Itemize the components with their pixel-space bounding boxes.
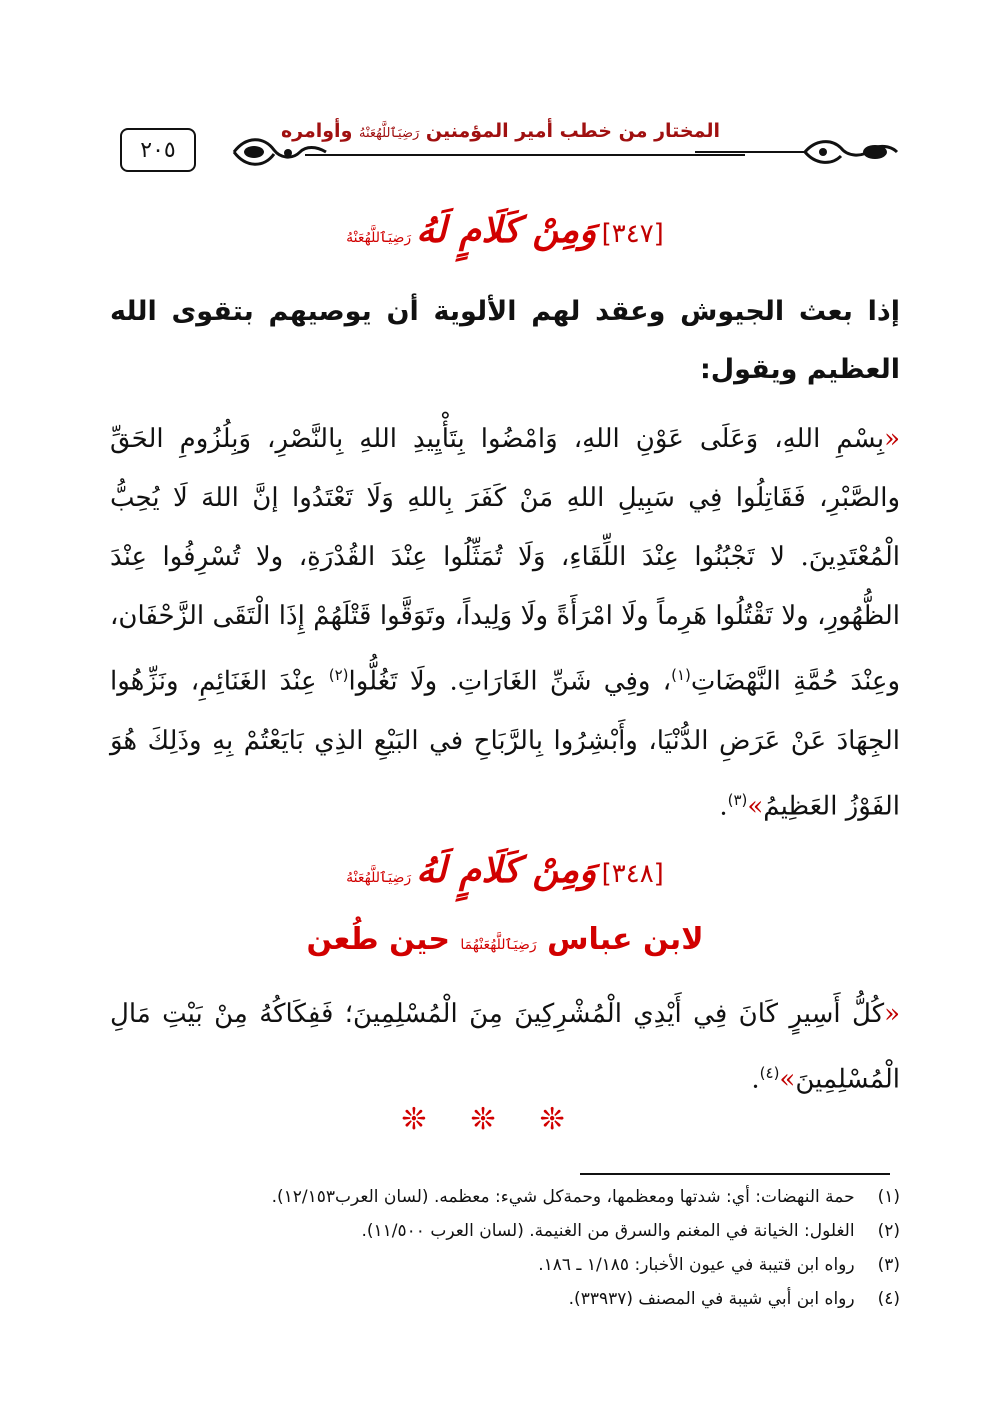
footnotes-list (110, 1180, 900, 1316)
footnote-mark: (٤) (877, 1289, 900, 1309)
subtitle-honorific: رَضِيَٱللَّهُعَنْهُمَا (460, 937, 537, 953)
footnote-mark: (٢) (877, 1221, 900, 1241)
running-title-honorific: رَضِيَٱللَّهُعَنْهُ (359, 126, 420, 141)
section-347-quote (110, 410, 900, 836)
footnote-ref-4[interactable]: (٤) (759, 1064, 780, 1082)
page-header (110, 118, 900, 188)
page-number: ٢٠٥ (140, 137, 176, 163)
section-348-subtitle (110, 922, 900, 957)
footnote-rule (580, 1173, 890, 1175)
quote-text-part-2: ، وفِي شَنِّ الغَارَاتِ. ولَا تَغُلُّوا (348, 666, 672, 697)
quote-close-mark: » (747, 791, 764, 822)
section-347-title: وَمِنْ كَلَامٍ لَهُ (416, 210, 597, 251)
quote-text: كُلُّ أَسِيرٍ كَانَ فِي أَيْدِي الْمُشْرِكِينَ مِنَ الْمُسْلِمِينَ؛ فَفِكَاكُهُ مِنْ بَيْتِ مَالِ الْمُسْلِمِينَ (110, 999, 900, 1095)
footnote-item (110, 1248, 900, 1282)
section-348-number: [٣٤٨] (601, 859, 664, 889)
quote-text-part-3: عِنْدَ الغَنَائِمِ، ونَزِّهُوا الجِهَادَ عَنْ عَرَضِ الدُّنْيَا، وأَبْشِرُوا بِالرَّبَاحِ في البَيْعِ الذِي بَايَعْتُمْ بِهِ وذَلِكَ هُوَ الفَوْزُ العَظِيمُ (110, 666, 900, 822)
footnote-ref-3[interactable]: (٣) (727, 790, 748, 809)
end-punctuation: . (751, 1064, 760, 1095)
footnote-mark: (٣) (877, 1255, 900, 1275)
subtitle-part-a: لابن عباس (547, 922, 704, 957)
footnote-item (110, 1282, 900, 1316)
running-title (280, 120, 720, 142)
section-347-heading (110, 210, 900, 251)
section-348-quote (110, 985, 900, 1110)
running-title-end: وأوامره (280, 120, 353, 142)
subtitle-part-b: حين طُعن (306, 922, 450, 957)
section-348-heading (110, 850, 900, 891)
end-punctuation: . (719, 791, 728, 822)
page-number-box (120, 128, 196, 172)
section-348-title: وَمِنْ كَلَامٍ لَهُ (416, 850, 597, 891)
running-title-text: المختار من خطب أمير المؤمنين (425, 120, 720, 142)
footnote-item (110, 1214, 900, 1248)
section-347-honorific: رَضِيَٱللَّهُعَنْهُ (346, 230, 412, 246)
quote-open-mark: « (884, 999, 900, 1029)
footnote-mark: (١) (877, 1187, 900, 1207)
footnote-ref-1[interactable]: (١) (671, 666, 691, 684)
quote-text-part-1: بِسْمِ اللهِ، وَعَلَى عَوْنِ اللهِ، وَامْضُوا بِتَأْيِيدِ اللهِ بِالنَّصْرِ، وَبِلُزُومِ الحَقِّ والصَّبْرِ، فَقَاتِلُوا فِي سَبِيلِ اللهِ مَنْ كَفَرَ بِاللهِ وَلَا تَعْتَدُوا إنَّ اللهَ لَا يُحِبُّ الْمُعْتَدِينَ. لا تَجْبُنُوا عِنْدَ اللِّقَاءِ، وَلَا تُمَثِّلُوا عِنْدَ القُدْرَةِ، ولا تُسْرِفُوا عِنْدَ الظُّهُورِ، ولا تَقْتُلُوا هَرِماً ولَا امْرَأَةً ولَا وَلِيداً، وتَوَقَّوا قَتْلَهُمْ إِذَا الْتَقَى الزَّحْفَان، وعِنْدَ حُمَّةِ النَّهْضَاتِ (110, 424, 900, 697)
footnote-text: رواه ابن قتيبة في عيون الأخبار: ١/١٨٥ ـ ١٨٦. (538, 1255, 855, 1275)
section-347-intro: إذا بعث الجيوش وعقد لهم الألوية أن يوصيهم بتقوى الله العظيم ويقول: (110, 296, 900, 385)
section-348-honorific: رَضِيَٱللَّهُعَنْهُ (346, 870, 412, 886)
section-347-number: [٣٤٧] (601, 219, 664, 249)
quote-open-mark: « (884, 424, 900, 454)
section-separator-stars: ❊❊❊ (401, 1102, 609, 1137)
quote-close-mark: » (779, 1064, 796, 1095)
footnote-text: الغلول: الخيانة في المغنم والسرق من الغنيمة. (لسان العرب ١١/٥٠٠). (361, 1221, 855, 1241)
footnote-ref-2[interactable]: (٢) (328, 666, 349, 684)
footnote-item (110, 1180, 900, 1214)
right-flourish-ornament-icon (695, 132, 900, 172)
footnote-text: رواه ابن أبي شيبة في المصنف (٣٣٩٣٧). (568, 1289, 855, 1309)
header-rule (305, 154, 745, 156)
footnote-text: حمة النهضات: أي: شدتها ومعظمها، وحمةكل شيء: معظمه. (لسان العرب١٢/١٥٣). (271, 1187, 855, 1207)
